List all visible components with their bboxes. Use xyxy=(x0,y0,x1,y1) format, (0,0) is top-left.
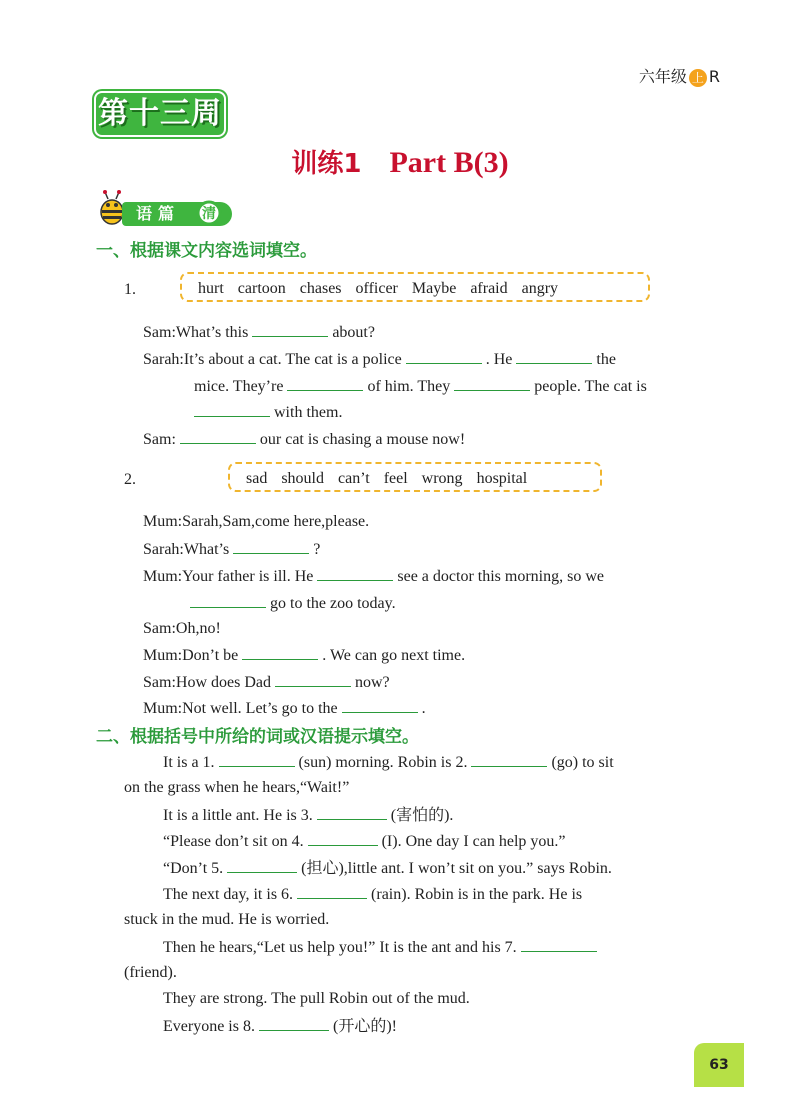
page-title xyxy=(0,143,800,180)
s2-line-2: on the grass when he hears,“Wait!” xyxy=(124,779,350,796)
q1-line-1: Sam:What’s this about? xyxy=(143,324,375,341)
answer-blank[interactable] xyxy=(308,831,378,846)
word-chip: wrong xyxy=(421,470,463,487)
answer-blank[interactable] xyxy=(227,858,297,873)
title-en: Part B(3) xyxy=(389,146,509,179)
answer-blank[interactable] xyxy=(317,566,393,581)
q2-word-box xyxy=(228,462,602,492)
answer-blank[interactable] xyxy=(471,752,547,767)
word-chip: should xyxy=(281,470,324,487)
answer-blank[interactable] xyxy=(342,698,418,713)
page-number: 63 xyxy=(694,1043,744,1087)
s2-line-7: stuck in the mud. He is worried. xyxy=(124,911,330,928)
word-chip: can’t xyxy=(338,470,370,487)
word-chip: hurt xyxy=(198,280,224,297)
answer-blank[interactable] xyxy=(454,376,530,391)
q1-number: 1. xyxy=(124,281,136,298)
s2-line-10: They are strong. The pull Robin out of the mud. xyxy=(163,990,470,1007)
answer-blank[interactable] xyxy=(297,884,367,899)
word-chip: cartoon xyxy=(237,280,286,297)
s2-line-1: It is a 1. (sun) morning. Robin is 2. (go) to sit xyxy=(163,754,614,771)
q2-line-8: Mum:Not well. Let’s go to the . xyxy=(143,700,426,717)
grade-text: 六年级 xyxy=(638,67,687,86)
answer-blank[interactable] xyxy=(219,752,295,767)
q1-word-box xyxy=(180,272,650,302)
q2-line-7: Sam:How does Dad now? xyxy=(143,674,390,691)
q2-line-6: Mum:Don’t be . We can go next time. xyxy=(143,647,466,664)
answer-blank[interactable] xyxy=(521,937,597,952)
week-banner: 第十三周 xyxy=(96,93,224,135)
q2-line-2: Sarah:What’s ? xyxy=(143,541,321,558)
q2-number: 2. xyxy=(124,471,136,488)
q1-line-3: mice. They’re of him. They people. The cat is xyxy=(194,378,647,395)
s2-line-3: It is a little ant. He is 3. (害怕的). xyxy=(163,807,454,824)
word-chip: afraid xyxy=(470,280,508,297)
q1-line-2: Sarah:It’s about a cat. The cat is a police . He the xyxy=(143,351,616,368)
answer-blank[interactable] xyxy=(190,593,266,608)
s2-line-6: The next day, it is 6. (rain). Robin is in the park. He is xyxy=(163,886,583,903)
word-chip: feel xyxy=(383,470,408,487)
word-chip: hospital xyxy=(476,470,528,487)
q1-line-5: Sam: our cat is chasing a mouse now! xyxy=(143,431,466,448)
answer-blank[interactable] xyxy=(317,805,387,820)
answer-blank[interactable] xyxy=(194,402,270,417)
word-chip: officer xyxy=(355,280,398,297)
s2-line-8: Then he hears,“Let us help you!” It is the ant and his 7. xyxy=(163,937,601,958)
q2-line-4: go to the zoo today. xyxy=(190,593,396,614)
answer-blank[interactable] xyxy=(233,539,309,554)
s2-line-5: “Don’t 5. (担心),little ant. I won’t sit on you.” says Robin. xyxy=(163,860,612,877)
grade-up-badge: 上 xyxy=(689,69,707,87)
q2-line-1: Mum:Sarah,Sam,come here,please. xyxy=(143,513,370,530)
word-chip: angry xyxy=(521,280,559,297)
s2-line-9: (friend). xyxy=(124,964,177,981)
s2-line-11: Everyone is 8. (开心的)! xyxy=(163,1018,397,1035)
section2-heading: 二、根据括号中所给的词或汉语提示填空。 xyxy=(96,727,419,747)
word-chip: chases xyxy=(299,280,342,297)
s2-line-4: “Please don’t sit on 4. (I). One day I can help you.” xyxy=(163,833,566,850)
q1-line-4: with them. xyxy=(194,402,342,423)
word-chip: Maybe xyxy=(411,280,457,297)
title-cn: 训练1 xyxy=(291,149,362,179)
answer-blank[interactable] xyxy=(406,349,482,364)
answer-blank[interactable] xyxy=(516,349,592,364)
word-chip: sad xyxy=(246,470,268,487)
grade-label xyxy=(639,64,720,87)
answer-blank[interactable] xyxy=(275,672,351,687)
answer-blank[interactable] xyxy=(259,1016,329,1031)
grade-edition: R xyxy=(708,67,720,86)
section1-heading: 一、根据课文内容选词填空。 xyxy=(96,241,317,261)
badge-label: 语篇 xyxy=(122,202,232,226)
answer-blank[interactable] xyxy=(287,376,363,391)
answer-blank[interactable] xyxy=(252,322,328,337)
badge-circle xyxy=(196,200,222,226)
badge-circle-text: 清 xyxy=(202,206,216,222)
answer-blank[interactable] xyxy=(180,429,256,444)
q2-line-3: Mum:Your father is ill. He see a doctor this morning, so we xyxy=(143,568,604,585)
answer-blank[interactable] xyxy=(242,645,318,660)
q2-line-5: Sam:Oh,no! xyxy=(143,620,221,637)
